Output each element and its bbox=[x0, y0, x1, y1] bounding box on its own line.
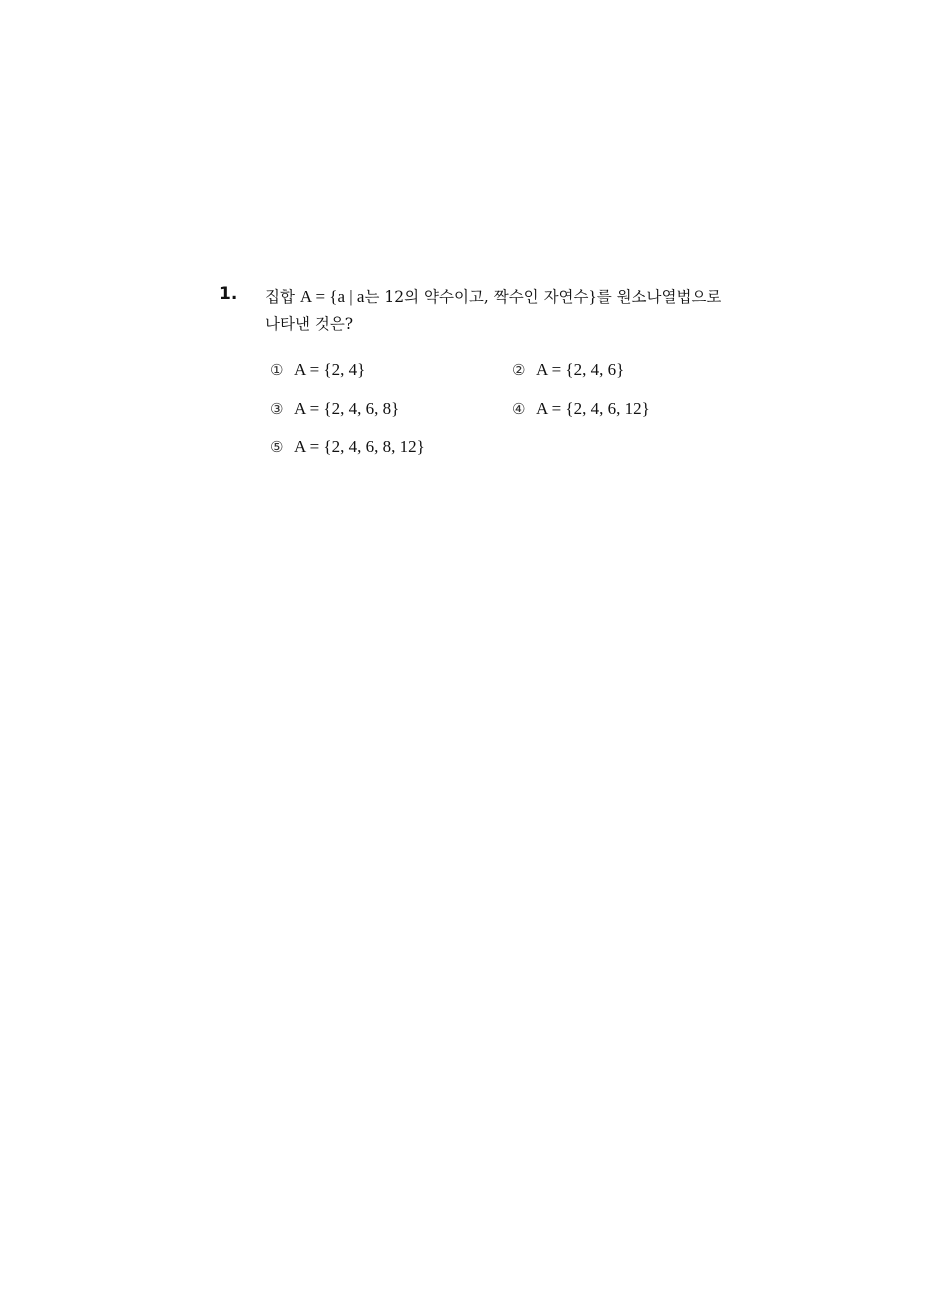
choice-number-2: ② bbox=[512, 361, 526, 379]
choice-number-3: ③ bbox=[270, 400, 284, 418]
answer-choice-2[interactable] bbox=[512, 359, 624, 381]
question-line-2: 나타낸 것은? bbox=[265, 315, 354, 333]
set-builder-start: A = {a | a bbox=[299, 287, 365, 306]
set-builder-end: } bbox=[588, 287, 597, 306]
choice-expression-1: A = {2, 4} bbox=[294, 360, 366, 379]
question-number: 1. bbox=[219, 284, 238, 304]
choice-number-5: ⑤ bbox=[270, 438, 284, 456]
answer-choice-3[interactable] bbox=[270, 398, 399, 420]
question-stem bbox=[265, 283, 735, 338]
choice-expression-2: A = {2, 4, 6} bbox=[536, 360, 625, 379]
question-prefix: 집합 bbox=[265, 288, 300, 306]
question-condition: 는 12의 약수이고, 짝수인 자연수 bbox=[364, 288, 589, 306]
choice-number-4: ④ bbox=[512, 400, 526, 418]
answer-choice-1[interactable] bbox=[270, 359, 365, 381]
question-line-1 bbox=[265, 283, 735, 311]
answer-choice-4[interactable] bbox=[512, 398, 650, 420]
choice-expression-3: A = {2, 4, 6, 8} bbox=[294, 399, 400, 418]
choice-expression-5: A = {2, 4, 6, 8, 12} bbox=[294, 437, 425, 456]
question-suffix: 를 원소나열법으로 bbox=[596, 288, 722, 306]
answer-choice-5[interactable] bbox=[270, 436, 425, 458]
choice-expression-4: A = {2, 4, 6, 12} bbox=[536, 399, 650, 418]
choice-number-1: ① bbox=[270, 361, 284, 379]
